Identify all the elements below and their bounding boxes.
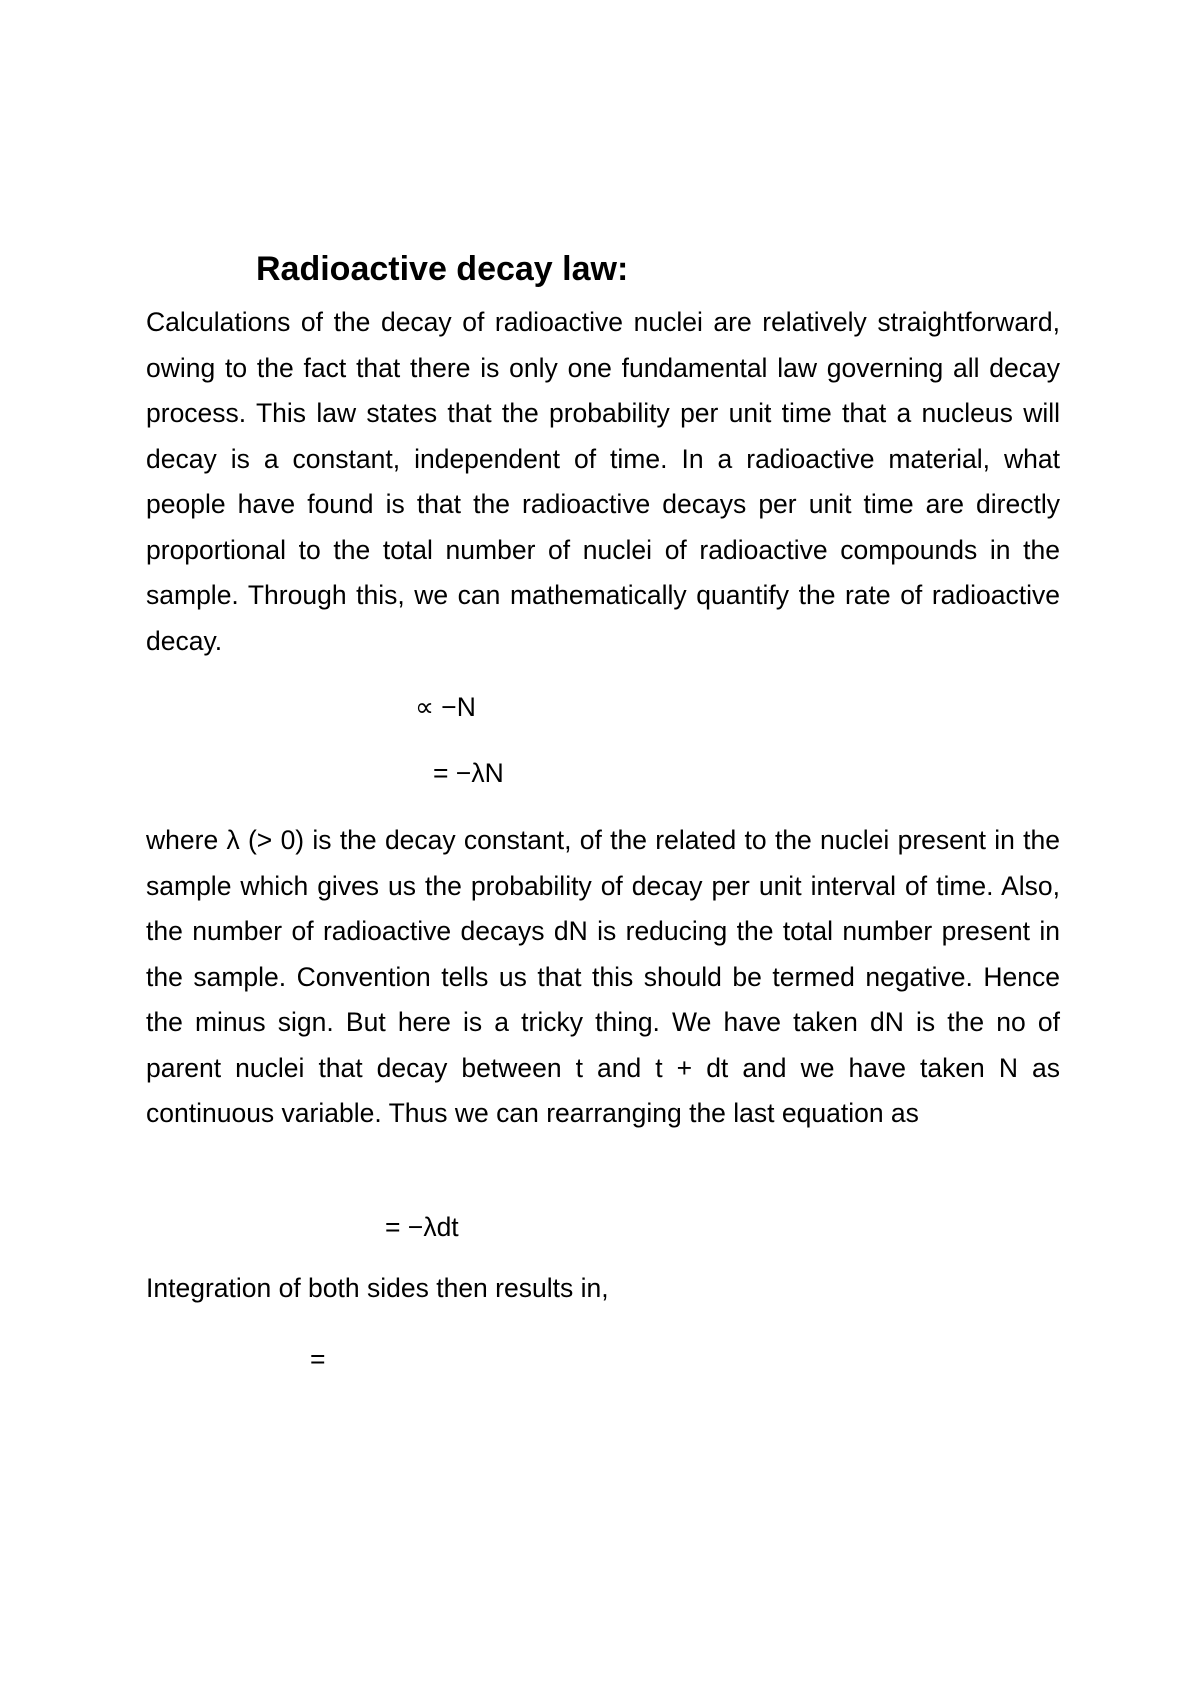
page-title: Radioactive decay law:	[256, 250, 629, 288]
equation-integrated: =	[310, 1344, 326, 1374]
equation-proportional: ∝ −N	[415, 692, 476, 722]
paragraph-intro: Calculations of the decay of radioactive nuclei are relatively straightforward, owing to the fact that there is only one fundamental law governing all decay process. This law states that the probability per unit time that a nucleus will decay is a constant, independent of time. In a radioactive material, what people have found is that the radioactive decays per unit time are directly proportional to the total number of nuclei of radioactive compounds in the sample. Through this, we can mathematically quantify the rate of radioactive decay.	[146, 307, 1060, 656]
paragraph-integration: Integration of both sides then results in,	[146, 1273, 609, 1303]
equation-rearranged: = −λdt	[385, 1212, 459, 1242]
paragraph-decay-constant: where λ (> 0) is the decay constant, of the related to the nuclei present in the sample which gives us the probability of decay per unit interval of time. Also, the number of radioactive decays dN is reducing the total number present in the sample. Convention tells us that this should be termed negative. Hence the minus sign. But here is a tricky thing. We have taken dN is the no of parent nuclei that decay between t and t + dt and we have taken N as continuous variable. Thus we can rearranging the last equation as	[146, 825, 1060, 1128]
equation-rate: = −λN	[433, 758, 504, 788]
